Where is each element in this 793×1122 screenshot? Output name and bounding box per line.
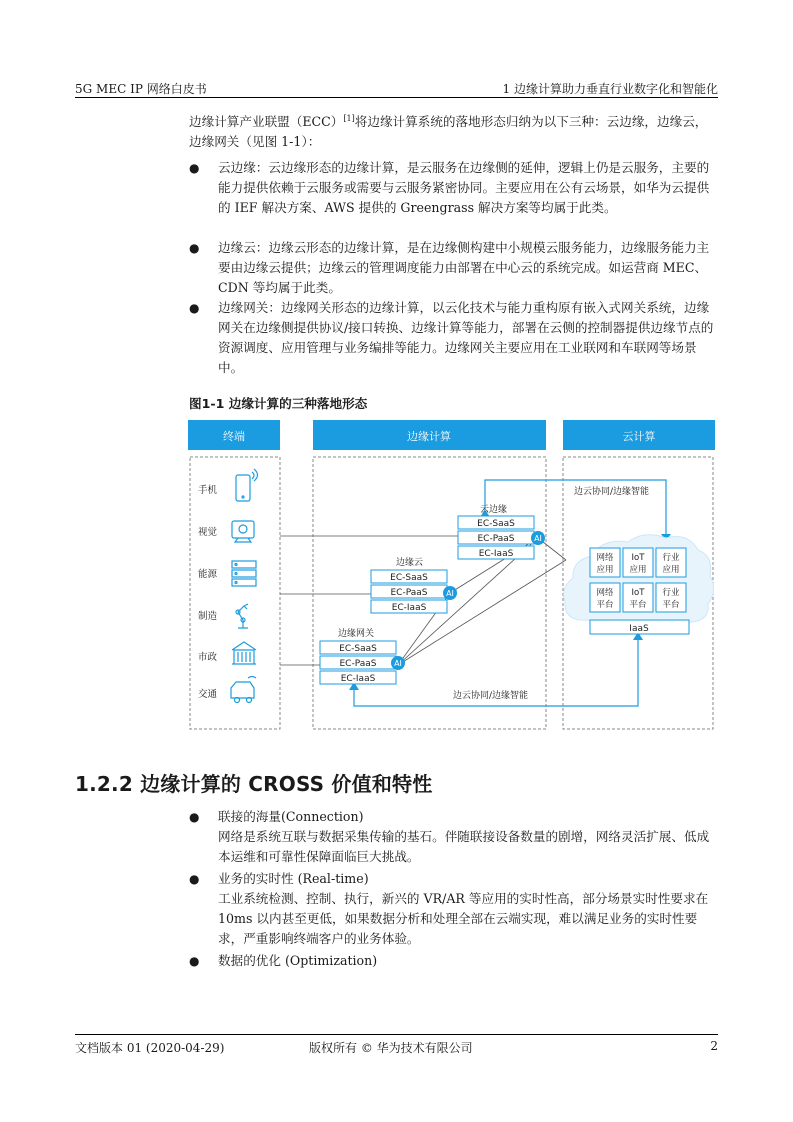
page-header xyxy=(75,80,718,96)
section-body xyxy=(189,807,719,971)
citation-ref[interactable]: [1] xyxy=(343,113,355,123)
cloud-edge-title: 云边缘 xyxy=(480,505,508,515)
header-rule xyxy=(75,97,718,98)
cloud-cell-line1: 网络 xyxy=(596,588,614,598)
intro-text-b: 将边缘计算系统的落地形态归纳为以下三种：云边缘，边缘云，边缘网关（见图 1-1）： xyxy=(189,114,708,149)
cloud-cell-line1: IoT xyxy=(631,553,645,563)
bullet-list xyxy=(189,158,719,378)
list-item xyxy=(189,951,719,971)
item-title: 业务的实时性 (Real-time) xyxy=(218,871,369,886)
header-cloud: 云计算 xyxy=(622,430,656,443)
cloud-cell-line1: 网络 xyxy=(596,553,614,563)
figure-caption: 图1-1 边缘计算的三种落地形态 xyxy=(189,396,368,411)
bullet-icon: ● xyxy=(189,954,200,968)
edge-gateway-paas-label: EC-PaaS xyxy=(339,659,377,669)
cloud-cell-line2: 应用 xyxy=(596,565,614,575)
cloud-cell-line2: 平台 xyxy=(596,600,614,610)
edge-cloud-saas-label: EC-SaaS xyxy=(390,573,428,583)
device-label-phone: 手机 xyxy=(198,485,218,496)
ai-badge-label: AI xyxy=(446,589,454,598)
item-description: 工业系统检测、控制、执行，新兴的 VR/AR 等应用的实时性高，部分场景实时性要求在 10ms 以内甚至更低，如果数据分析和处理全部在云端实现，难以满足业务的实时性要求，严重影响终端客户的业务体验。 xyxy=(218,891,709,946)
cloud-edge-paas-label: EC-PaaS xyxy=(477,534,515,544)
footer-copyright: 版权所有 © 华为技术有限公司 xyxy=(309,1041,473,1055)
cloud-cell-line1: 行业 xyxy=(662,588,680,598)
list-item xyxy=(189,807,719,827)
cloud-cell-line2: 平台 xyxy=(629,600,647,610)
edge-cloud-iaas-label: EC-IaaS xyxy=(391,603,427,613)
header-terminal: 终端 xyxy=(223,430,245,443)
vehicle-icon xyxy=(231,677,256,703)
ai-badge-label: AI xyxy=(534,534,542,543)
edge-cloud-paas-label: EC-PaaS xyxy=(390,588,428,598)
cloud-cell-line2: 应用 xyxy=(662,565,680,575)
page-number: 2 xyxy=(710,1039,718,1053)
edge-gateway-iaas-label: EC-IaaS xyxy=(340,674,376,684)
building-icon xyxy=(232,642,256,664)
section-heading: 1.2.2 边缘计算的 CROSS 价值和特性 xyxy=(75,772,433,796)
bullet-icon: ● xyxy=(189,872,200,886)
cloud-cell-line1: IoT xyxy=(631,588,645,598)
cloud-edge-saas-label: EC-SaaS xyxy=(477,519,515,529)
edge-cloud-title: 边缘云 xyxy=(396,558,424,568)
bullet-icon: ● xyxy=(189,161,200,175)
bullet-icon: ● xyxy=(189,241,200,255)
device-label-manufacturing: 制造 xyxy=(198,611,218,622)
phone-icon xyxy=(236,469,258,501)
server-icon xyxy=(232,561,256,586)
bullet-text-edge-gateway: 边缘网关：边缘网关形态的边缘计算，以云化技术与能力重构原有嵌入式网关系统，边缘网关在边缘侧提供协议/接口转换、边缘计算等能力，部署在云侧的控制器提供边缘节点的资源调度、应用管理与业务编排等能力。边缘网关主要应用在工业联网和车联网等场景中。 xyxy=(218,300,714,375)
cloud-edge-iaas-label: EC-IaaS xyxy=(478,549,514,559)
item-title: 数据的优化 (Optimization) xyxy=(218,953,378,968)
cloud-cell-line1: 行业 xyxy=(662,553,680,563)
intro-text-a: 边缘计算产业联盟（ECC） xyxy=(189,114,344,129)
edge-gateway-title: 边缘网关 xyxy=(338,629,375,639)
item-title: 联接的海量(Connection) xyxy=(218,809,364,824)
footer-version: 文档版本 01 (2020-04-29) xyxy=(75,1041,225,1055)
bullet-text-edge-cloud: 边缘云：边缘云形态的边缘计算，是在边缘侧构建中小规模云服务能力，边缘服务能力主要由边缘云提供；边缘云的管理调度能力由部署在中心云的系统完成。如运营商 MEC、CDN 等均属于此类。 xyxy=(218,240,710,295)
bullet-icon: ● xyxy=(189,301,200,315)
list-item xyxy=(189,238,719,298)
edge-gateway-saas-label: EC-SaaS xyxy=(339,644,377,654)
camera-icon xyxy=(232,521,254,542)
bullet-icon: ● xyxy=(189,810,200,824)
robot-arm-icon xyxy=(236,604,248,628)
device-label-vision: 视觉 xyxy=(198,527,218,538)
collab-label-top: 边云协同/边缘智能 xyxy=(574,487,650,497)
header-chapter-title: 1 边缘计算助力垂直行业数字化和智能化 xyxy=(502,82,718,96)
collab-label-bottom: 边云协同/边缘智能 xyxy=(453,691,529,701)
intro-paragraph xyxy=(189,112,719,152)
list-item xyxy=(189,298,719,378)
list-item xyxy=(189,869,719,889)
cloud-cell-line2: 平台 xyxy=(662,600,680,610)
device-label-energy: 能源 xyxy=(198,569,218,580)
cloud-iaas-label: IaaS xyxy=(629,624,649,634)
ai-badge-label: AI xyxy=(394,659,402,668)
bullet-text-cloud-edge: 云边缘：云边缘形态的边缘计算，是云服务在边缘侧的延伸，逻辑上仍是云服务，主要的能力提供依赖于云服务或需要与云服务紧密协同。主要应用在公有云场景，如华为云提供的 IEF 解决方案、AWS 提供的 Greengrass 解决方案等均属于此类。 xyxy=(218,160,710,215)
list-item xyxy=(189,158,719,238)
cloud-cell-line2: 应用 xyxy=(629,565,647,575)
header-doc-title: 5G MEC IP 网络白皮书 xyxy=(75,82,207,96)
device-label-transport: 交通 xyxy=(198,689,218,700)
item-description: 网络是系统互联与数据采集传输的基石。伴随联接设备数量的剧增，网络灵活扩展、低成本运维和可靠性保障面临巨大挑战。 xyxy=(218,829,710,864)
footer-rule xyxy=(75,1034,718,1035)
device-label-municipal: 市政 xyxy=(198,652,218,663)
figure-diagram xyxy=(188,420,716,732)
header-edge: 边缘计算 xyxy=(407,430,451,443)
